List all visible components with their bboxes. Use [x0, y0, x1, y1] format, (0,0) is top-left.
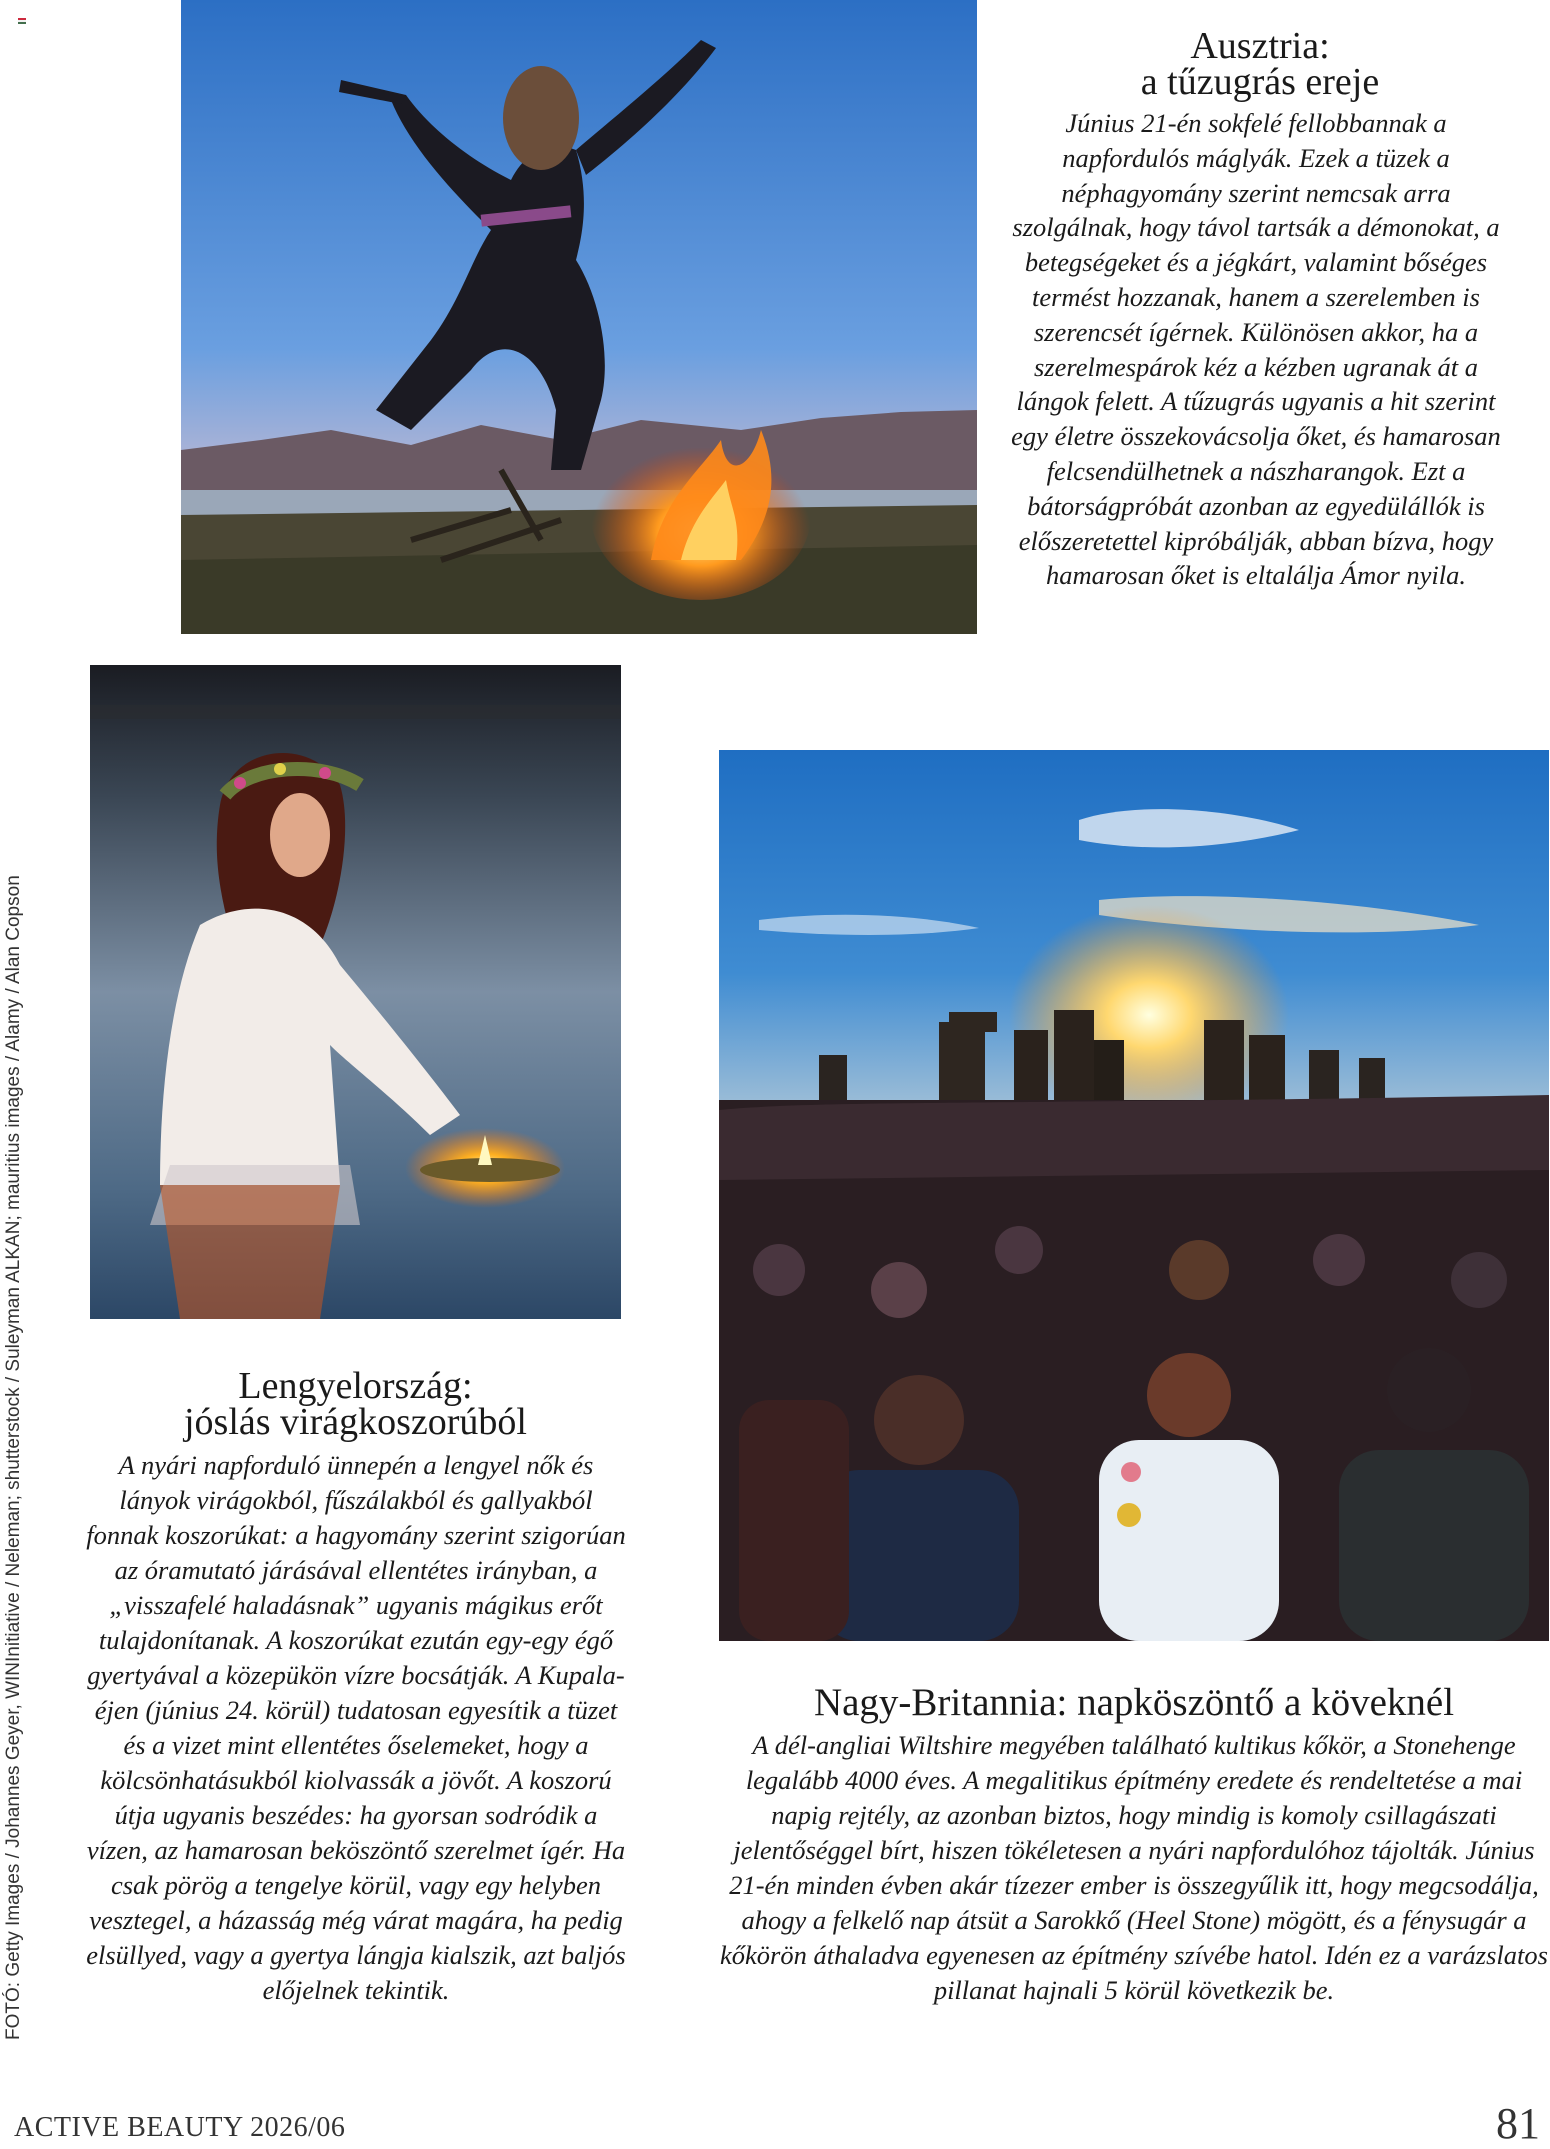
photo-wreath-girl — [90, 665, 621, 1319]
poland-title-line1: Lengyelország: — [238, 1365, 473, 1407]
photo-credit: FOTÓ: Getty Images / Johannes Geyer, WINInitiative / Neleman; shutterstock / Suleyman ALKAN; mauritius images / Alamy / Alan Copson — [3, 875, 24, 2040]
austria-body: Június 21-én sokfelé fellobbannak a napfordulós máglyák. Ezek a tüzek a néphagyomány szerint nemcsak arra szolgálnak, hogy távol tartsák a démonokat, a betegségeket és a jégkárt, valamint bőséges termést hozzanak, hanem a szerelemben is szerencsét ígérnek. Különösen akkor, ha a szerelmespárok kéz a kézben ugranak át a lángok felett. A tűzugrás ugyanis a hit szerint egy életre összekovácsolja őket, és hamarosan felcsendülhetnek a nászharangok. Ezt a bátorságpróbát azonban az egyedülállók is előszeretettel kipróbálják, abban bízva, hogy hamarosan őket is eltalálja Ámor nyila. — [1011, 108, 1501, 591]
footer-magazine: ACTIVE BEAUTY 2026/06 — [14, 2112, 346, 2143]
austria-title-line2: a tűzugrás ereje — [1140, 61, 1380, 103]
poland-body: A nyári napforduló ünnepén a lengyel nők és lányok virágokból, fűszálakból és gallyakból fonnak koszorúkat: a hagyomány szerint szigorúan az óramutató járásával ellentétes irányban, a „visszafelé haladásnak” ugyanis mágikus erőt tulajdonítanak. A koszorúkat ezután egy-egy égő gyertyával a közepükön vízre bocsátják. A Kupala-éjen (június 24. körül) tudatosan egyesítik a tüzet és a vizet mint ellentétes őselemeket, hogy a kölcsönhatásukból kiolvassák a jövőt. A koszorú útja ugyanis beszédes: ha gyorsan sodródik a vízen, az hamarosan beköszöntő szerelmet ígér. Ha csak pörög a tengelye körül, vagy egy helyben vesztegel, a házasság még várat magára, ha pedig elsüllyed, vagy a gyertya lángja kialszik, azt baljós előjelnek tekintik. — [86, 1450, 626, 2005]
poland-title — [90, 1365, 621, 1443]
britain-title: Nagy-Britannia: napköszöntő a köveknél — [813, 1681, 1455, 1724]
britain-body: A dél-angliai Wiltshire megyében található kultikus kőkör, a Stonehenge legalább 4000 éves. A megalitikus építmény eredete és rendeltetése a mai napig rejtély, az azonban biztos, hogy mindig is komoly csillagászati jelentőséggel bírt, hiszen tökéletesen a nyári napfordulóhoz tájolták. Június 21-én minden évben akár tízezer ember is összegyűlik itt, hogy megcsodálja, ahogy a felkelő nap átsüt a Sarokkő (Heel Stone) mögött, és a fénysugár a kőkörön áthaladva egyenesen az építmény szívébe hatol. Idén ez a varázslatos pillanat hajnali 5 körül következik be. — [720, 1730, 1548, 2005]
flag-icon — [18, 18, 26, 24]
austria-title — [990, 25, 1530, 103]
poland-title-line2: jóslás virágkoszorúból — [183, 1401, 527, 1443]
page-number: 81 — [1496, 2099, 1540, 2148]
photo-fire-jump — [181, 0, 977, 634]
austria-title-line1: Ausztria: — [1190, 25, 1330, 67]
photo-stonehenge — [719, 750, 1549, 1641]
